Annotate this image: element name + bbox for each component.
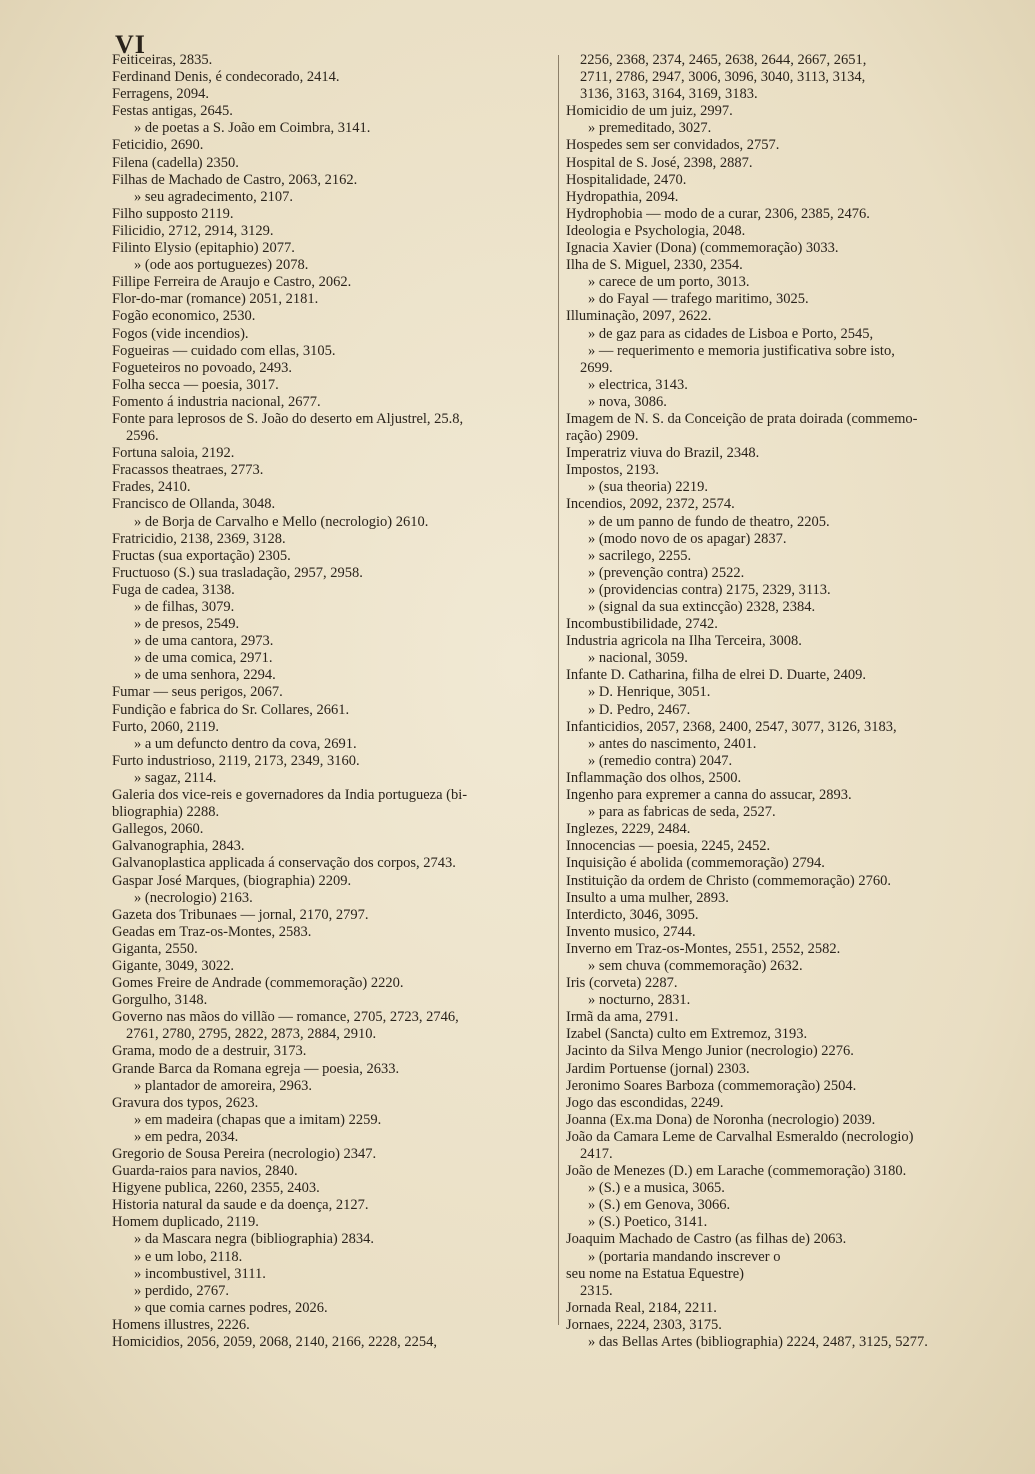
index-entry: » que comia carnes podres, 2026. [134,1299,328,1316]
index-entry: Joanna (Ex.ma Dona) de Noronha (necrologio) 2039. [566,1111,876,1128]
index-entry: Jeronimo Soares Barboza (commemoração) 2504. [566,1077,857,1094]
index-entry: » em pedra, 2034. [134,1128,239,1145]
index-entry: » (signal da sua extincção) 2328, 2384. [588,599,816,615]
index-entry: 2761, 2780, 2795, 2822, 2873, 2884, 2910. [126,1026,377,1043]
index-entry: Fortuna saloia, 2192. [112,445,235,462]
index-entry: ração) 2909. [566,428,639,445]
index-entry: Hydrophobia — modo de a curar, 2306, 2385, 2476. [566,205,870,222]
index-entry: Infanticidios, 2057, 2368, 2400, 2547, 3077, 3126, 3183, [566,718,897,735]
index-entry: Gaspar José Marques, (biographia) 2209. [112,872,352,889]
index-entry: » (providencias contra) 2175, 2329, 3113. [588,581,831,598]
index-entry: Inflammação dos olhos, 2500. [566,769,742,786]
index-entry: Ferragens, 2094. [112,86,210,103]
index-entry: » (S.) Poetico, 3141. [588,1214,708,1231]
index-entry: Inquisição é abolida (commemoração) 2794. [566,855,825,872]
index-entry: 2315. [580,1282,613,1299]
index-entry: » (modo novo de os apagar) 2837. [588,530,787,547]
index-entry: 2699. [580,359,613,376]
index-entry: Hospital de S. José, 2398, 2887. [566,154,753,171]
index-entry: Impostos, 2193. [566,462,660,479]
index-entry: Infante D. Catharina, filha de elrei D. Duarte, 2409. [566,667,866,684]
index-entry: Fogão economico, 2530. [112,308,256,325]
index-entry: » de Borja de Carvalho e Mello (necrologio) 2610. [134,513,429,530]
index-entry: » das Bellas Artes (bibliographia) 2224, 2487, 3125, 5277. [588,1334,928,1351]
index-entry: Governo nas mãos do villão — romance, 2705, 2723, 2746, [112,1009,459,1026]
index-entry: Filicidio, 2712, 2914, 3129. [112,222,274,239]
index-entry: Filinto Elysio (epitaphio) 2077. [112,240,295,257]
index-entry: 2256, 2368, 2374, 2465, 2638, 2644, 2667, 2651, [580,52,867,68]
index-entry: » (S.) em Genova, 3066. [588,1197,731,1214]
index-entry: seu nome na Estatua Equestre) [566,1265,744,1282]
index-entry: Jornada Real, 2184, 2211. [566,1299,717,1316]
index-entry: Ilha de S. Miguel, 2330, 2354. [566,257,743,274]
index-entry: Jogo das escondidas, 2249. [566,1094,724,1111]
index-entry: Instituição da ordem de Christo (commemoração) 2760. [566,872,891,889]
index-entry: » de uma senhora, 2294. [134,667,276,684]
index-entry: Frades, 2410. [112,479,191,496]
index-entry: Iris (corveta) 2287. [566,975,678,992]
index-entry: Gregorio de Sousa Pereira (necrologio) 2347. [112,1146,377,1162]
index-entry: Grande Barca da Romana egreja — poesia, 2633. [112,1060,400,1077]
index-entry: Inverno em Traz-os-Montes, 2551, 2552, 2582. [566,940,841,957]
index-entry: 3136, 3163, 3164, 3169, 3183. [580,86,758,103]
index-entry: Ferdinand Denis, é condecorado, 2414. [112,69,340,86]
index-entry: Fonte para leprosos de S. João do deserto em Aljustrel, 25.8, [112,410,464,427]
index-entry: » do Fayal — trafego maritimo, 3025. [588,291,809,308]
index-entry: Gallegos, 2060. [112,821,204,838]
index-entry: Homicidio de um juiz, 2997. [566,103,733,120]
index-column-left [112,52,552,1351]
index-entry: » de filhas, 3079. [134,599,235,615]
index-entry: Gigante, 3049, 3022. [112,957,235,974]
index-entry: » (S.) e a musica, 3065. [588,1180,725,1197]
index-entry: Gazeta dos Tribunaes — jornal, 2170, 2797. [112,906,369,923]
index-entry: bliographia) 2288. [112,804,220,821]
index-entry: Festas antigas, 2645. [112,103,233,120]
index-entry: Filhas de Machado de Castro, 2063, 2162. [112,171,358,188]
index-entry: Homicidios, 2056, 2059, 2068, 2140, 2166, 2228, 2254, [112,1334,438,1351]
index-entry: » premeditado, 3027. [588,120,712,137]
index-entry: 2711, 2786, 2947, 3006, 3096, 3040, 3113, 3134, [580,69,866,86]
index-entry: Fundição e fabrica do Sr. Collares, 2661. [112,701,350,718]
index-entry: Fogueteiros no povoado, 2493. [112,359,293,376]
index-entry: Homem duplicado, 2119. [112,1214,259,1231]
index-entry: » D. Pedro, 2467. [588,701,691,718]
index-entry: Fomento á industria nacional, 2677. [112,393,321,410]
index-entry: Insulto a uma mulher, 2893. [566,889,729,906]
index-entry: Incendios, 2092, 2372, 2574. [566,496,735,513]
index-entry: » (sua theoria) 2219. [588,479,708,496]
index-entry: » sacrilego, 2255. [588,547,692,564]
index-entry: » da Mascara negra (bibliographia) 2834. [134,1231,374,1248]
index-entry: Hospedes sem ser convidados, 2757. [566,137,780,154]
index-entry: » de poetas a S. João em Coimbra, 3141. [134,120,371,137]
index-entry: Ideologia e Psychologia, 2048. [566,222,746,239]
index-entry: Gorgulho, 3148. [112,992,208,1009]
index-entry: Feiticeiras, 2835. [112,52,213,68]
index-entry: Filena (cadella) 2350. [112,154,239,171]
index-entry: Illuminação, 2097, 2622. [566,308,712,325]
page-number: VI [115,30,146,59]
index-entry: » electrica, 3143. [588,376,688,393]
index-entry: » sem chuva (commemoração) 2632. [588,957,803,974]
index-entry: Innocencias — poesia, 2245, 2452. [566,838,771,855]
index-entry: » de uma comica, 2971. [134,650,273,667]
index-entry: Geadas em Traz-os-Montes, 2583. [112,923,312,940]
index-entry: Fumar — seus perigos, 2067. [112,684,283,701]
index-entry: » (remedio contra) 2047. [588,752,733,769]
index-entry: Fogueiras — cuidado com ellas, 3105. [112,342,336,359]
index-entry: João da Camara Leme de Carvalhal Esmeraldo (necrologio) [566,1128,914,1145]
index-entry: Ignacia Xavier (Dona) (commemoração) 3033. [566,240,839,257]
index-entry: Joaquim Machado de Castro (as filhas de) 2063. [566,1231,847,1248]
index-entry: » e um lobo, 2118. [134,1248,243,1265]
index-entry: Fillipe Ferreira de Araujo e Castro, 2062. [112,274,352,291]
index-entry: Historia natural da saude e da doença, 2127. [112,1197,369,1214]
index-entry: Fratricidio, 2138, 2369, 3128. [112,530,286,547]
index-entry: 2417. [580,1146,613,1162]
index-entry: Folha secca — poesia, 3017. [112,376,279,393]
index-entry: Invento musico, 2744. [566,923,696,940]
index-entry: Gravura dos typos, 2623. [112,1094,259,1111]
index-entry: Ingenho para expremer a canna do assucar, 2893. [566,787,852,804]
index-entry: Gomes Freire de Andrade (commemoração) 2220. [112,975,404,992]
index-entry: Interdicto, 3046, 3095. [566,906,699,923]
index-entry: » carece de um porto, 3013. [588,274,750,291]
index-entry: » (ode aos portuguezes) 2078. [134,257,309,274]
index-entry: Galvanoplastica applicada á conservação dos corpos, 2743. [112,855,456,872]
index-entry: » em madeira (chapas que a imitam) 2259. [134,1111,382,1128]
index-entry: Inglezes, 2229, 2484. [566,821,691,838]
index-entry: Irmã da ama, 2791. [566,1009,679,1026]
index-entry: Fracassos theatraes, 2773. [112,462,264,479]
index-entry: Francisco de Ollanda, 3048. [112,496,276,513]
index-entry: Fructas (sua exportação) 2305. [112,547,291,564]
index-entry: » (necrologio) 2163. [134,889,253,906]
index-entry: Jornaes, 2224, 2303, 3175. [566,1316,722,1333]
index-entry: » a um defuncto dentro da cova, 2691. [134,735,357,752]
index-entry: Grama, modo de a destruir, 3173. [112,1043,307,1060]
index-entry: » antes do nascimento, 2401. [588,735,757,752]
index-entry: Jardim Portuense (jornal) 2303. [566,1060,750,1077]
index-entry: » (prevenção contra) 2522. [588,564,745,581]
index-entry: » nocturno, 2831. [588,992,691,1009]
index-entry: » incombustivel, 3111. [134,1265,266,1282]
index-entry: Guarda-raios para navios, 2840. [112,1163,298,1180]
column-divider [558,55,559,1325]
index-entry: » nacional, 3059. [588,650,688,667]
index-entry: Incombustibilidade, 2742. [566,616,718,633]
index-entry: Hospitalidade, 2470. [566,171,687,188]
index-entry: Galeria dos vice-reis e governadores da India portugueza (bi- [112,787,468,804]
index-entry: Furto industrioso, 2119, 2173, 2349, 3160. [112,752,360,769]
index-entry: » de gaz para as cidades de Lisboa e Porto, 2545, [588,325,874,342]
index-entry: » seu agradecimento, 2107. [134,188,294,205]
index-entry: » D. Henrique, 3051. [588,684,711,701]
index-entry: » plantador de amoreira, 2963. [134,1077,312,1094]
index-entry: » de uma cantora, 2973. [134,633,274,650]
index-entry: » perdido, 2767. [134,1282,230,1299]
index-entry: Filho supposto 2119. [112,205,234,222]
index-entry: » — requerimento e memoria justificativa sobre isto, [588,342,895,359]
index-entry: Jacinto da Silva Mengo Junior (necrologio) 2276. [566,1043,854,1060]
index-entry: Giganta, 2550. [112,940,198,957]
index-entry: » (portaria mandando inscrever o [588,1248,781,1265]
index-entry: Imperatriz viuva do Brazil, 2348. [566,445,760,462]
index-entry: João de Menezes (D.) em Larache (commemoração) 3180. [566,1163,907,1180]
index-entry: » sagaz, 2114. [134,769,217,786]
index-entry: Fructuoso (S.) sua trasladação, 2957, 2958. [112,564,363,581]
index-entry: 2596. [126,428,159,445]
index-entry: Imagem de N. S. da Conceição de prata doirada (commemo- [566,410,918,427]
index-entry: » nova, 3086. [588,393,667,410]
index-entry: Furto, 2060, 2119. [112,718,220,735]
index-entry: Galvanographia, 2843. [112,838,245,855]
index-entry: Flor-do-mar (romance) 2051, 2181. [112,291,319,308]
index-entry: Fogos (vide incendios). [112,325,249,342]
index-entry: Higyene publica, 2260, 2355, 2403. [112,1180,320,1197]
index-entry: » de presos, 2549. [134,616,240,633]
index-entry: Feticidio, 2690. [112,137,204,154]
index-column-right [566,52,1006,1351]
index-entry: Izabel (Sancta) culto em Extremoz, 3193. [566,1026,808,1043]
index-entry: » de um panno de fundo de theatro, 2205. [588,513,830,530]
index-entry: » para as fabricas de seda, 2527. [588,804,776,821]
index-entry: Fuga de cadea, 3138. [112,581,235,598]
index-entry: Homens illustres, 2226. [112,1316,250,1333]
index-entry: Hydropathia, 2094. [566,188,679,205]
index-entry: Industria agricola na Ilha Terceira, 3008. [566,633,802,650]
